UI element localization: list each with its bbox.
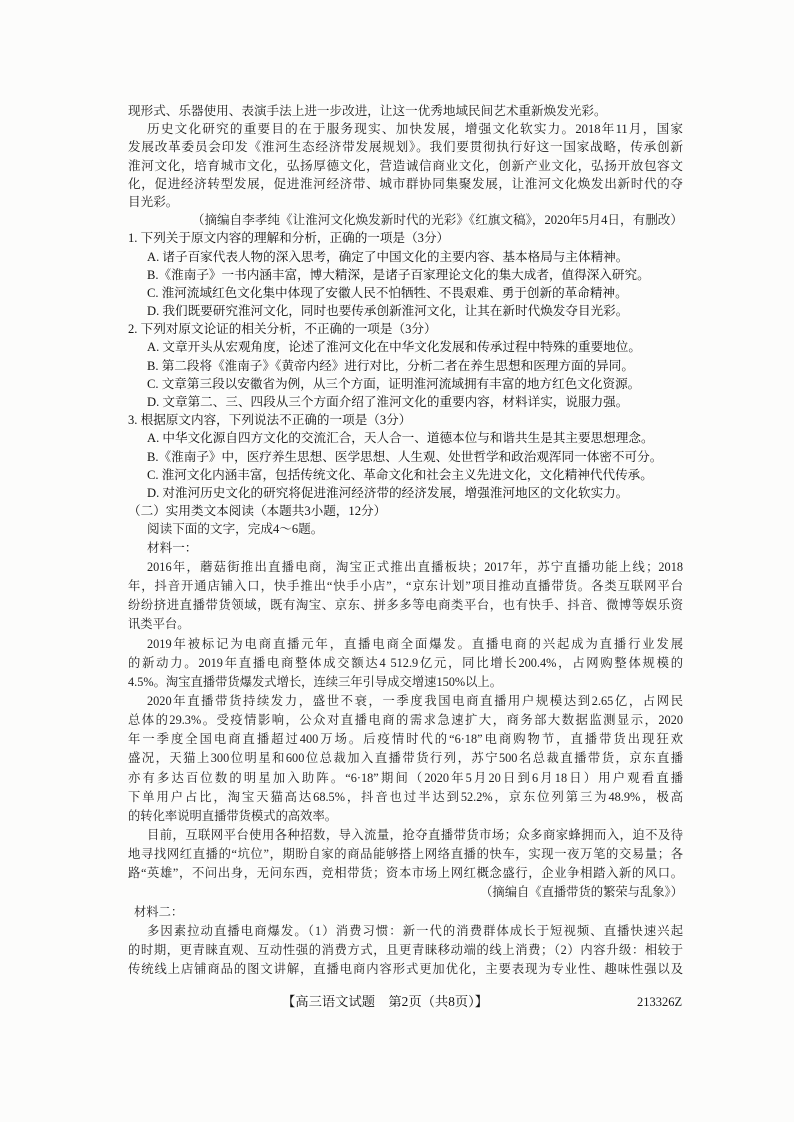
material-two-label: 材料二： [134,904,184,919]
material-two-paragraph-1 [128,922,683,979]
passage-and-questions [128,102,683,557]
option-c: C. 文章第三段以安徽省为例，从三个方面，证明淮河流域拥有丰富的地方红色文化资源。 [147,376,641,391]
option-d: D. 我们既要研究淮河文化，同时也要传承创新淮河文化，让其在新时代焕发夺目光彩。 [147,304,629,319]
paragraph-line: 下单用户占比，淘宝天猫高达68.5%，抖音也过半达到52.2%，京东位列第三为48.9%，极高 [128,789,683,804]
paragraph-line: 年，抖音开通店铺入口，快手推出“快手小店”，“京东计划”项目推动直播带货。各类互联网平台 [128,579,683,594]
paragraph-line: 的时期，更青睐直观、互动性强的消费方式，且更青睐移动端的线上消费；（2）内容升级：相较于 [128,942,683,957]
paragraph-line: 淮河文化，培育城市文化，弘扬厚德文化，营造诚信商业文化，创新产业文化，弘扬开放包容文 [128,158,683,173]
paragraph-line: 亦有多达百位数的明星加入助阵。“6·18”期间（2020年5月20日到6月18日）用户观看直播 [128,770,683,785]
passage-continuation: 现形式、乐器使用、表演手法上进一步改进，让这一优秀地域民间艺术重新焕发光彩。 [128,104,607,118]
option-c: C. 淮河流域红色文化集中体现了安徽人民不怕牺牲、不畏艰难、勇于创新的革命精神。 [147,285,628,300]
paragraph-line: 4.5%。淘宝直播带货爆发式增长，连续三年引导成交增速150%以上。 [128,674,503,689]
option-b: B.《淮南子》中，医疗养生思想、医学思想、人生观、处世哲学和政治观浑同一体密不可分。 [147,449,663,464]
paragraph-line: 路“英雄”，不问出身，无问东西，竞相带货；资本市场上网红概念盛行，企业争相踏入新的风口。 [128,866,683,881]
question-stem: 1. 下列关于原文内容的理解和分析，正确的一项是（3分） [128,231,450,246]
paragraph-line: 的转化率说明直播带货模式的高效率。 [128,808,338,823]
paragraph-line: 总体的29.3%。受疫情影响，公众对直播电商的需求急速扩大，商务部大数据监测显示，2020 [128,713,683,728]
paragraph-line: 历史文化研究的重要目的在于服务现实、加快发展，增强文化软实力。2018年11月，国家 [147,122,683,137]
source-citation: （摘编自李孝纯《让淮河文化焕发新时代的光彩》《红旗文稿》，2020年5月4日，有删改） [191,213,683,228]
paragraph-line: 2016年，蘑菇街推出直播电商，淘宝正式推出直播板块；2017年，苏宁直播功能上线；2018 [147,560,683,574]
material-one-paragraph-3 [128,692,683,826]
material-one-label: 材料一： [147,540,198,555]
option-b: B.《淮南子》一书内涵丰富，博大精深，是诸子百家理论文化的集大成者，值得深入研究。 [147,267,650,282]
paragraph-line: 发展改革委员会印发《淮河生态经济带发展规划》。我们要贯彻执行好这一国家战略，传承创新 [128,140,683,155]
question-1 [128,229,683,320]
material-one-paragraph-4 [128,826,683,883]
option-a: A. 诸子百家代表人物的深入思考，确定了中国文化的主要内容、基本格局与主体精神。 [147,249,629,264]
material-one-paragraph-2 [128,635,683,692]
question-3 [128,411,683,502]
section-heading: （二）实用类文本阅读（本题共3小题，12分） [128,504,387,519]
paragraph-line: 化，促进经济转型发展，促进淮河经济带、城市群协同集聚发展，让淮河文化焕发出新时代的夺 [128,176,683,191]
option-a: A. 文章开头从宏观角度，论述了淮河文化在中华文化发展和传承过程中特殊的重要地位。 [147,340,641,355]
paragraph-line: 年一季度全国电商直播超过400万场。后疫情时代的“6·18”电商购物节，直播带货出现狂欢 [128,732,683,747]
source-citation: （摘编自《直播带货的繁荣与乱象》） [480,885,683,900]
section-instruction: 阅读下面的文字，完成4～6题。 [147,522,324,537]
paragraph-line: 多因素拉动直播电商爆发。（1）消费习惯：新一代的消费群体成长于短视频、直播快速兴起 [147,923,683,938]
question-2 [128,320,683,411]
materials [128,558,683,979]
paragraph-line: 传统线上店铺商品的图文讲解，直播电商内容形式更加优化，主要表现为专业性、趣味性强以及 [128,961,683,976]
passage-paragraph [128,120,683,211]
paragraph-line: 2019年被标记为电商直播元年，直播电商全面爆发。直播电商的兴起成为直播行业发展 [147,636,683,651]
material-one-paragraph-1 [128,558,683,635]
paragraph-line: 盛况，天猫上300位明星和600位总裁加入直播带货行列，苏宁500名总裁直播带货，京东直播 [128,751,683,766]
page-number-label: 【高三语文试题 第2页（共8页）】 [282,994,489,1009]
paragraph-line: 讯类平台。 [128,617,190,632]
paragraph-line: 目光彩。 [128,194,179,209]
paragraph-line: 目前，互联网平台使用各种招数，导入流量，抢夺直播带货市场；众多商家蜂拥而入，迫不及待 [147,827,683,842]
option-d: D. 文章第二、三、四段从三个方面介绍了淮河文化的重要内容，材料详实，说服力强。 [147,395,629,409]
question-stem: 2. 下列对原文论证的相关分析，不正确的一项是（3分） [128,322,437,337]
option-a: A. 中华文化源自四方文化的交流汇合，天人合一、道德本位与和谐共生是其主要思想理念。 [147,431,654,446]
paper-code: 213326Z [637,995,683,1009]
option-d: D. 对淮河历史文化的研究将促进淮河经济带的经济发展，增强淮河地区的文化软实力。 [147,485,629,500]
paragraph-line: 纷纷挤进直播带货领域，既有淘宝、京东、拼多多等电商类平台，也有快手、抖音、微博等娱乐资 [128,598,683,613]
paragraph-line: 地寻找网红直播的“坑位”，期盼自家的商品能够搭上网络直播的快车，实现一夜万笔的交易量；各 [128,847,683,862]
option-c: C. 淮河文化内涵丰富，包括传统文化、革命文化和社会主义先进文化，文化精神代代传承。 [147,467,653,482]
paragraph-line: 2020年直播带货持续发力，盛世不衰，一季度我国电商直播用户规模达到2.65亿，占网民 [147,693,683,708]
paragraph-line: 的新动力。2019年直播电商整体成交额达4 512.9亿元，同比增长200.4%，占网购整体规模的 [128,655,683,670]
question-stem: 3. 根据原文内容，下列说法不正确的一项是（3分） [128,413,412,428]
option-b: B. 第二段将《淮南子》《黄帝内经》进行对比，分析二者在养生思想和医理方面的异同。 [147,358,634,373]
